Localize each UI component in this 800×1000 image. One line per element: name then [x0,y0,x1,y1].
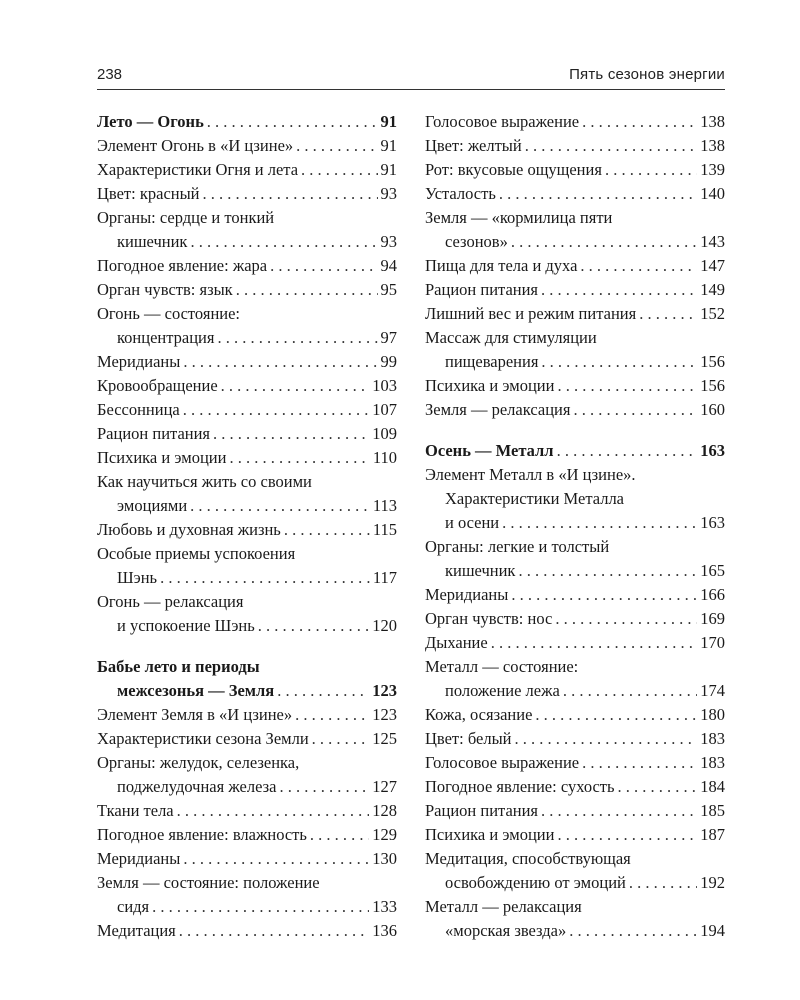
toc-entry [97,590,397,638]
toc-entry [425,374,725,398]
toc-page-number: 123 [372,681,397,700]
toc-entry-line [97,158,397,182]
toc-entry-title: Рацион питания [97,424,211,443]
toc-entry-title: Органы: легкие и толстый [425,537,610,556]
dot-leader [618,775,698,799]
dot-leader [312,727,370,751]
toc-entry [97,751,397,799]
toc-page-number: 192 [700,873,725,892]
toc-entry-title: «морская звезда» [445,921,567,940]
dot-leader [310,823,369,847]
toc-entry [425,463,725,535]
toc-page-number: 103 [372,376,397,395]
toc-entry [97,254,397,278]
toc-entry-line [425,158,725,182]
toc-entry-line [97,703,397,727]
toc-page-number: 160 [700,400,725,419]
toc-entry-title: концентрация [117,328,215,347]
toc-entry [425,583,725,607]
dot-leader [499,182,697,206]
toc-entry-title: Любовь и духовная жизнь [97,520,281,539]
toc-entry-line [97,206,397,230]
toc-entry-line [425,487,725,511]
toc-page-number: 140 [700,184,725,203]
toc-entry-title: Голосовое выражение [425,112,580,131]
toc-page-number: 93 [380,232,397,251]
toc-page-number: 156 [700,352,725,371]
toc-entry-title: Бабье лето и периоды [97,657,260,676]
toc-page-number: 183 [700,729,725,748]
dot-leader [183,398,370,422]
toc-right-column [425,110,725,943]
dot-leader [511,230,697,254]
toc-entry [97,134,397,158]
toc-entry-line [425,607,725,631]
toc-entry-line [97,895,397,919]
toc-entry [425,751,725,775]
toc-entry [97,374,397,398]
toc-entry-line [97,278,397,302]
dot-leader [183,350,377,374]
toc-entry-line [425,847,725,871]
dot-leader [541,278,697,302]
dot-leader [502,511,697,535]
toc-entry [97,847,397,871]
toc-page-number: 109 [372,424,397,443]
toc-entry-line [97,350,397,374]
toc-page-number: 174 [700,681,725,700]
toc-page-number: 99 [380,352,397,371]
toc-page-number: 194 [700,921,725,940]
toc-entry-line [97,655,397,679]
toc-entry-line [97,446,397,470]
header-rule [97,89,725,90]
dot-leader [573,398,697,422]
dot-leader [582,110,697,134]
toc-page-number: 125 [372,729,397,748]
toc-entry-title: Шэнь [117,568,158,587]
toc-entry-line [97,518,397,542]
toc-entry [425,607,725,631]
toc-entry-title: Ткани тела [97,801,174,820]
toc-entry-title: эмоциями [117,496,188,515]
toc-entry-line [97,134,397,158]
toc-entry-line [425,703,725,727]
toc-entry-line [425,583,725,607]
toc-page-number: 97 [380,328,397,347]
dot-leader [511,583,697,607]
toc-entry [97,871,397,919]
toc-entry-line [425,655,725,679]
toc-page-number: 117 [372,568,397,587]
toc-entry-title: Меридианы [425,585,509,604]
toc-entry-line [97,230,397,254]
toc-entry-title: Характеристики сезона Земли [97,729,309,748]
toc-entry-title: Голосовое выражение [425,753,580,772]
toc-entry [425,182,725,206]
toc-entry [425,110,725,134]
toc-entry [97,206,397,254]
toc-entry-line [425,895,725,919]
toc-entry-title: Цвет: белый [425,729,512,748]
toc-entry [425,775,725,799]
toc-entry-line [425,559,725,583]
dot-leader [258,614,369,638]
dot-leader [541,799,697,823]
toc-page-number: 91 [380,112,397,131]
toc-entry-title: Органы: желудок, селезенка, [97,753,300,772]
toc-page-number: 170 [700,633,725,652]
toc-entry-line [425,134,725,158]
toc-entry [425,206,725,254]
toc-entry-title: сезонов» [445,232,508,251]
dot-leader [518,559,697,583]
toc-entry [425,727,725,751]
toc-entry-title: Погодное явление: жара [97,256,268,275]
toc-page-number: 138 [700,112,725,131]
toc-page-number: 139 [700,160,725,179]
dot-leader [221,374,370,398]
toc-entry-title: Металл — состояние: [425,657,579,676]
toc-entry-line [425,398,725,422]
toc-entry-title: Меридианы [97,849,181,868]
toc-entry [425,254,725,278]
toc-entry-title: Психика и эмоции [97,448,227,467]
toc-entry-line [425,919,725,943]
page-number: 238 [97,66,123,83]
toc-entry [97,470,397,518]
toc-entry-title: Рацион питания [425,280,539,299]
toc-left-column [97,110,397,943]
toc-entry [425,895,725,943]
toc-entry [425,823,725,847]
toc-entry [97,302,397,350]
toc-entry-line [425,463,725,487]
toc-page-number: 129 [372,825,397,844]
toc-entry [97,278,397,302]
toc-entry-line [97,847,397,871]
toc-entry-title: Земля — релаксация [425,400,571,419]
dot-leader [301,158,377,182]
toc-entry-line [425,535,725,559]
toc-entry-line [425,302,725,326]
running-header [97,64,725,88]
toc-entry-line [425,254,725,278]
dot-leader [213,422,369,446]
toc-entry [97,703,397,727]
toc-page-number: 107 [372,400,397,419]
toc-page-number: 128 [372,801,397,820]
dot-leader [284,518,370,542]
toc-page-number: 94 [380,256,397,275]
toc-page-number: 185 [700,801,725,820]
toc-entry [97,422,397,446]
toc-entry-line [97,374,397,398]
toc-section-heading [97,110,397,134]
dot-leader [580,254,697,278]
toc-entry-line [97,871,397,895]
toc-entry-title: Металл — релаксация [425,897,582,916]
dot-leader [279,775,369,799]
toc-entry [425,158,725,182]
dot-leader [236,278,378,302]
toc-entry-title: Медитация [97,921,176,940]
dot-leader [190,230,377,254]
toc-page-number: 163 [700,513,725,532]
toc-entry [425,134,725,158]
toc-entry-title: кишечник [445,561,516,580]
toc-entry-line [97,799,397,823]
toc-page-number: 143 [700,232,725,251]
toc-entry [97,398,397,422]
toc-page-number: 187 [700,825,725,844]
toc-page-number: 169 [700,609,725,628]
dot-leader [217,326,377,350]
toc-page-number: 149 [700,280,725,299]
toc-page-number: 127 [372,777,397,796]
toc-entry-line [97,775,397,799]
toc-entry-line [425,511,725,535]
toc-entry-title: Особые приемы успокоения [97,544,296,563]
toc-page-number: 152 [700,304,725,323]
toc-entry-line [97,254,397,278]
toc-entry-line [425,823,725,847]
toc-page-number: 91 [380,136,397,155]
toc-entry-title: и осени [445,513,500,532]
toc-section-heading [425,439,725,463]
toc-entry-line [97,422,397,446]
toc-entry-title: Бессонница [97,400,180,419]
toc-entry-title: Осень — Металл [425,441,554,460]
toc-entry [425,655,725,703]
dot-leader [557,823,697,847]
dot-leader [629,871,697,895]
toc-entry-line [97,751,397,775]
toc-entry-line [97,614,397,638]
dot-leader [179,919,369,943]
dot-leader [563,679,697,703]
toc-page-number: 115 [372,520,397,539]
dot-leader [557,374,697,398]
toc-entry-title: Как научиться жить со своими [97,472,312,491]
toc-entry-title: Огонь — состояние: [97,304,241,323]
toc-entry [97,350,397,374]
toc-entry [425,703,725,727]
toc-page-number: 93 [380,184,397,203]
toc-page-number: 136 [372,921,397,940]
toc-entry-line [97,566,397,590]
toc-entry-title: Орган чувств: нос [425,609,553,628]
toc-entry-title: Характеристики Металла [445,489,625,508]
toc-entry-line [425,278,725,302]
toc-entry-title: Усталость [425,184,496,203]
toc-entry [425,326,725,374]
toc-entry-title: поджелудочная железа [117,777,277,796]
toc-page-number: 113 [372,496,397,515]
toc-entry-line [425,775,725,799]
toc-entry-line [97,470,397,494]
toc-entry-title: Земля — «кормилица пяти [425,208,613,227]
dot-leader [295,703,369,727]
toc-entry-line [97,542,397,566]
toc-entry-line [425,206,725,230]
toc-entry-line [97,110,397,134]
toc-page-number: 147 [700,256,725,275]
toc-entry-title: Кровообращение [97,376,218,395]
toc-entry-title: Цвет: красный [97,184,200,203]
toc-entry [425,631,725,655]
toc-entry [97,727,397,751]
dot-leader [160,566,370,590]
toc-entry-line [97,398,397,422]
dot-leader [491,631,698,655]
toc-entry-title: Лишний вес и режим питания [425,304,637,323]
toc-entry-title: Психика и эмоции [425,825,555,844]
toc-entry-title: Орган чувств: язык [97,280,233,299]
toc-section-heading [97,655,397,703]
toc-entry-title: Погодное явление: влажность [97,825,307,844]
dot-leader [639,302,697,326]
toc-page-number: 138 [700,136,725,155]
toc-entry-line [97,494,397,518]
toc-entry-line [425,230,725,254]
toc-entry-title: Цвет: желтый [425,136,522,155]
toc-entry-title: Пища для тела и духа [425,256,578,275]
toc-entry-line [97,182,397,206]
toc-entry-line [425,871,725,895]
toc-entry-title: Психика и эмоции [425,376,555,395]
toc-entry-title: межсезонья — Земля [117,681,275,700]
toc-entry-title: Лето — Огонь [97,112,204,131]
toc-page-number: 91 [380,160,397,179]
toc-entry-title: сидя [117,897,150,916]
toc-entry-title: Земля — состояние: положение [97,873,320,892]
toc-entry-line [97,302,397,326]
toc-page-number: 110 [372,448,397,467]
dot-leader [207,110,378,134]
toc-entry-line [97,727,397,751]
dot-leader [229,446,369,470]
toc-entry-title: кишечник [117,232,188,251]
toc-page-number: 184 [700,777,725,796]
dot-leader [605,158,697,182]
toc-entry [97,518,397,542]
toc-entry-title: Рот: вкусовые ощущения [425,160,602,179]
toc-page-number: 166 [700,585,725,604]
toc-page-number: 123 [372,705,397,724]
toc-entry-title: Медитация, способствующая [425,849,631,868]
toc-entry-line [97,326,397,350]
toc-entry [97,823,397,847]
toc-entry-title: Меридианы [97,352,181,371]
toc-entry [425,302,725,326]
dot-leader [270,254,377,278]
dot-leader [277,679,369,703]
toc-entry-title: Элемент Огонь в «И цзине» [97,136,294,155]
dot-leader [555,607,697,631]
toc-entry-line [425,374,725,398]
toc-entry-title: Огонь — релаксация [97,592,244,611]
toc-entry-title: Погодное явление: сухость [425,777,615,796]
dot-leader [203,182,378,206]
dot-leader [190,494,370,518]
running-title: Пять сезонов энергии [569,66,725,83]
toc-page-number: 95 [380,280,397,299]
toc-entry-line [425,350,725,374]
toc-entry-line [97,919,397,943]
toc-entry-title: Элемент Металл в «И цзине». [425,465,636,484]
dot-leader [541,350,697,374]
toc-entry [97,799,397,823]
dot-leader [152,895,369,919]
dot-leader [525,134,698,158]
toc-entry [97,919,397,943]
toc-entry [425,398,725,422]
toc-entry [425,847,725,895]
toc-page-number: 156 [700,376,725,395]
toc-page-number: 180 [700,705,725,724]
toc-entry-title: Элемент Земля в «И цзине» [97,705,293,724]
toc-entry [425,535,725,583]
toc-entry-line [425,182,725,206]
toc-page-number: 163 [700,441,725,460]
toc-entry-line [97,590,397,614]
toc-entry [97,158,397,182]
toc-entry-title: Массаж для стимуляции [425,328,597,347]
toc-entry-line [97,823,397,847]
toc-entry [425,799,725,823]
toc-entry [97,446,397,470]
toc-page-number: 133 [372,897,397,916]
toc-entry-title: освобождению от эмоций [445,873,626,892]
toc-entry-title: Рацион питания [425,801,539,820]
dot-leader [535,703,697,727]
toc-page-number: 120 [372,616,397,635]
dot-leader [177,799,370,823]
dot-leader [296,134,377,158]
toc-entry-line [425,679,725,703]
dot-leader [183,847,369,871]
dot-leader [569,919,697,943]
toc-entry [97,182,397,206]
toc-entry-title: Кожа, осязание [425,705,533,724]
toc-entry-title: Характеристики Огня и лета [97,160,299,179]
toc-entry [97,542,397,590]
toc-page-number: 183 [700,753,725,772]
toc-entry-line [425,751,725,775]
toc-entry-title: пищеварения [445,352,539,371]
dot-leader [557,439,698,463]
toc-entry-line [425,727,725,751]
toc-entry-title: положение лежа [445,681,560,700]
toc-page-number: 165 [700,561,725,580]
toc-page-number: 130 [372,849,397,868]
toc-entry-line [425,110,725,134]
toc-entry-line [425,799,725,823]
toc-entry-line [425,631,725,655]
toc-entry [425,278,725,302]
toc-entry-title: Дыхание [425,633,488,652]
toc-entry-line [425,439,725,463]
dot-leader [582,751,697,775]
toc-entry-title: и успокоение Шэнь [117,616,255,635]
toc-entry-line [425,326,725,350]
toc-entry-line [97,679,397,703]
toc-entry-title: Органы: сердце и тонкий [97,208,275,227]
dot-leader [515,727,698,751]
